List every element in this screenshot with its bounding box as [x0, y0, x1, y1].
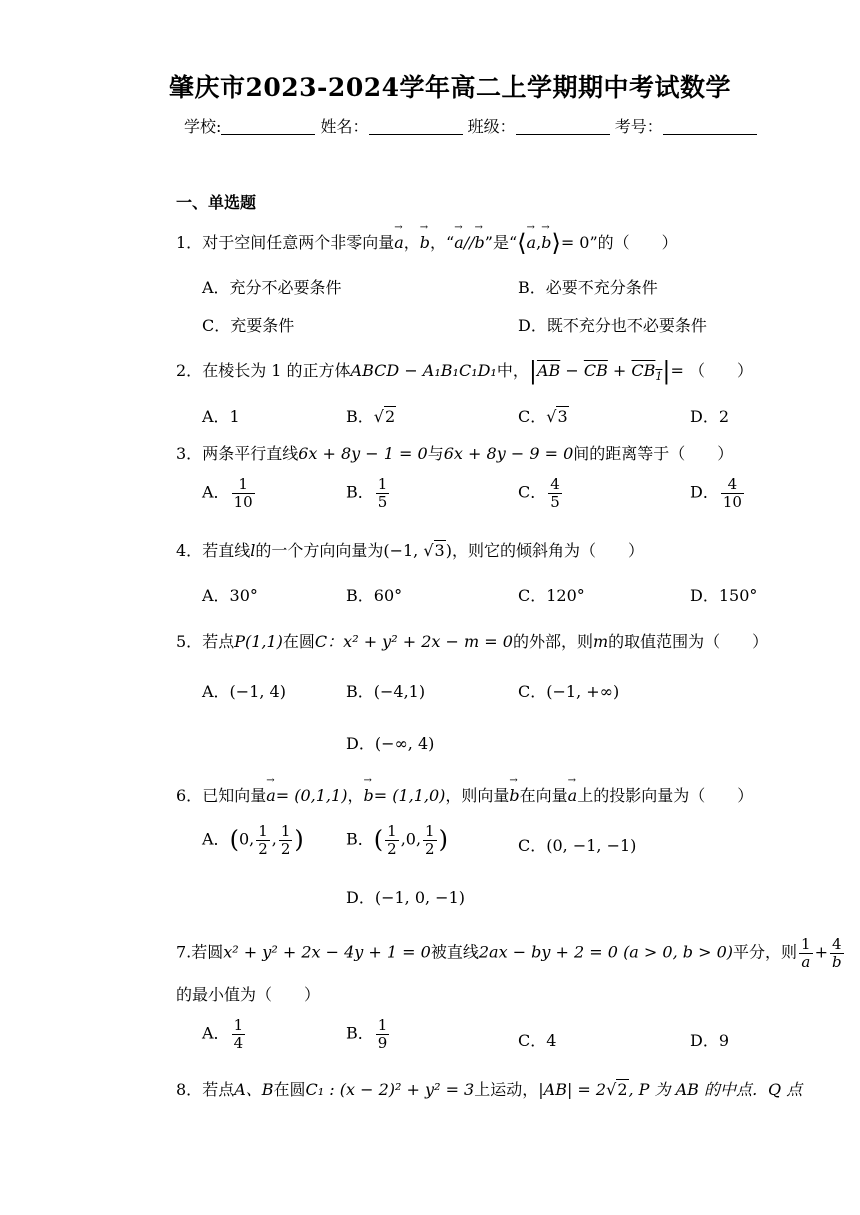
student-info-line	[184, 114, 757, 137]
q4-option-b[interactable]: B．60°	[346, 586, 403, 605]
question-8: 8．若点A、B在圆C₁ : (x − 2)² + y² = 3上运动，|AB| = 2√2, P 为 AB 的中点．Q 点	[176, 1080, 803, 1099]
q7-option-a[interactable]: A． $\frac{1}{4}$	[202, 1016, 244, 1052]
q2-option-d[interactable]: D．2	[690, 407, 730, 426]
q1-option-a[interactable]: A．充分不必要条件	[202, 278, 342, 297]
class-blank[interactable]	[516, 118, 610, 135]
q2-option-a[interactable]: A．1	[202, 407, 240, 426]
name-blank[interactable]	[369, 118, 463, 135]
q2-option-b[interactable]: B．√2	[346, 407, 396, 426]
q3-option-b[interactable]: B． $\frac{1}{5}$	[346, 475, 388, 511]
id-label: 考号：	[614, 117, 663, 136]
page-title: 肇庆市2023-2024学年高二上学期期中考试数学	[168, 73, 732, 102]
id-blank[interactable]	[663, 118, 757, 135]
name-label: 姓名：	[320, 117, 369, 136]
q5-option-b[interactable]: B．(−4,1)	[346, 682, 426, 701]
q1-option-d[interactable]: D．既不充分也不必要条件	[518, 316, 707, 335]
school-label: 学校:	[184, 117, 222, 136]
q5-option-c[interactable]: C．(−1, +∞)	[518, 682, 620, 701]
q6-option-b[interactable]: B．( $\frac{1}{2}$ ,0, $\frac{1}{2}$ )	[346, 822, 448, 858]
q7-option-c[interactable]: C．4	[518, 1031, 557, 1050]
q4-option-d[interactable]: D．150°	[690, 586, 758, 605]
q7-option-b[interactable]: B． $\frac{1}{9}$	[346, 1016, 388, 1052]
question-7-cont: 的最小值为（ ）	[176, 985, 321, 1004]
school-blank[interactable]	[221, 118, 315, 135]
q3-option-a[interactable]: A． $\frac{1}{10}$	[202, 475, 253, 511]
q4-option-a[interactable]: A．30°	[202, 586, 258, 605]
q6-option-a[interactable]: A．(0, $\frac{1}{2}$ , $\frac{1}{2}$ )	[202, 822, 304, 858]
question-1: 1．对于空间任意两个非零向量→ a，→ b，“→ a//→ b”是“⟨→ a,→ b⟩= 0”的（ ）	[176, 229, 678, 257]
q6-option-d[interactable]: D．(−1, 0, −1)	[346, 888, 466, 907]
question-3: 3．两条平行直线6x + 8y − 1 = 0与6x + 8y − 9 = 0间的距离等于（ ）	[176, 444, 734, 463]
question-6: 6．已知向量→ a= (0,1,1)，→ b= (1,1,0)，则向量→ b在向量→ a上的投影向量为（ ）	[176, 783, 753, 806]
q5-option-a[interactable]: A．(−1, 4)	[202, 682, 286, 701]
question-4: 4．若直线l的一个方向向量为(−1, √3)，则它的倾斜角为（ ）	[176, 541, 644, 560]
question-2: 2．在棱长为 1 的正方体ABCD − A₁B₁C₁D₁中，$|\overline{AB} - \overline{CB} + CB_1|=$ （ ）	[176, 357, 754, 385]
q7-option-d[interactable]: D．9	[690, 1031, 730, 1050]
class-label: 班级：	[467, 117, 516, 136]
q1-option-c[interactable]: C．充要条件	[202, 316, 295, 335]
question-7: 7.若圆x² + y² + 2x − 4y + 1 = 0被直线2ax − by + 2 = 0 (a > 0, b > 0)平分，则 $\frac{1}{a}$ + $\frac{4}{b}$	[176, 935, 842, 971]
q3-option-c[interactable]: C． $\frac{4}{5}$	[518, 475, 560, 511]
question-5: 5．若点P(1,1)在圆C：x² + y² + 2x − m = 0的外部，则m的取值范围为（ ）	[176, 632, 769, 651]
q1-option-b[interactable]: B．必要不充分条件	[518, 278, 658, 297]
q2-option-c[interactable]: C．√3	[518, 407, 568, 426]
q6-option-c[interactable]: C．(0, −1, −1)	[518, 836, 637, 855]
q3-option-d[interactable]: D． $\frac{4}{10}$	[690, 475, 742, 511]
q4-option-c[interactable]: C．120°	[518, 586, 585, 605]
section-heading: 一、单选题	[176, 193, 257, 212]
q5-option-d[interactable]: D．(−∞, 4)	[346, 734, 435, 753]
